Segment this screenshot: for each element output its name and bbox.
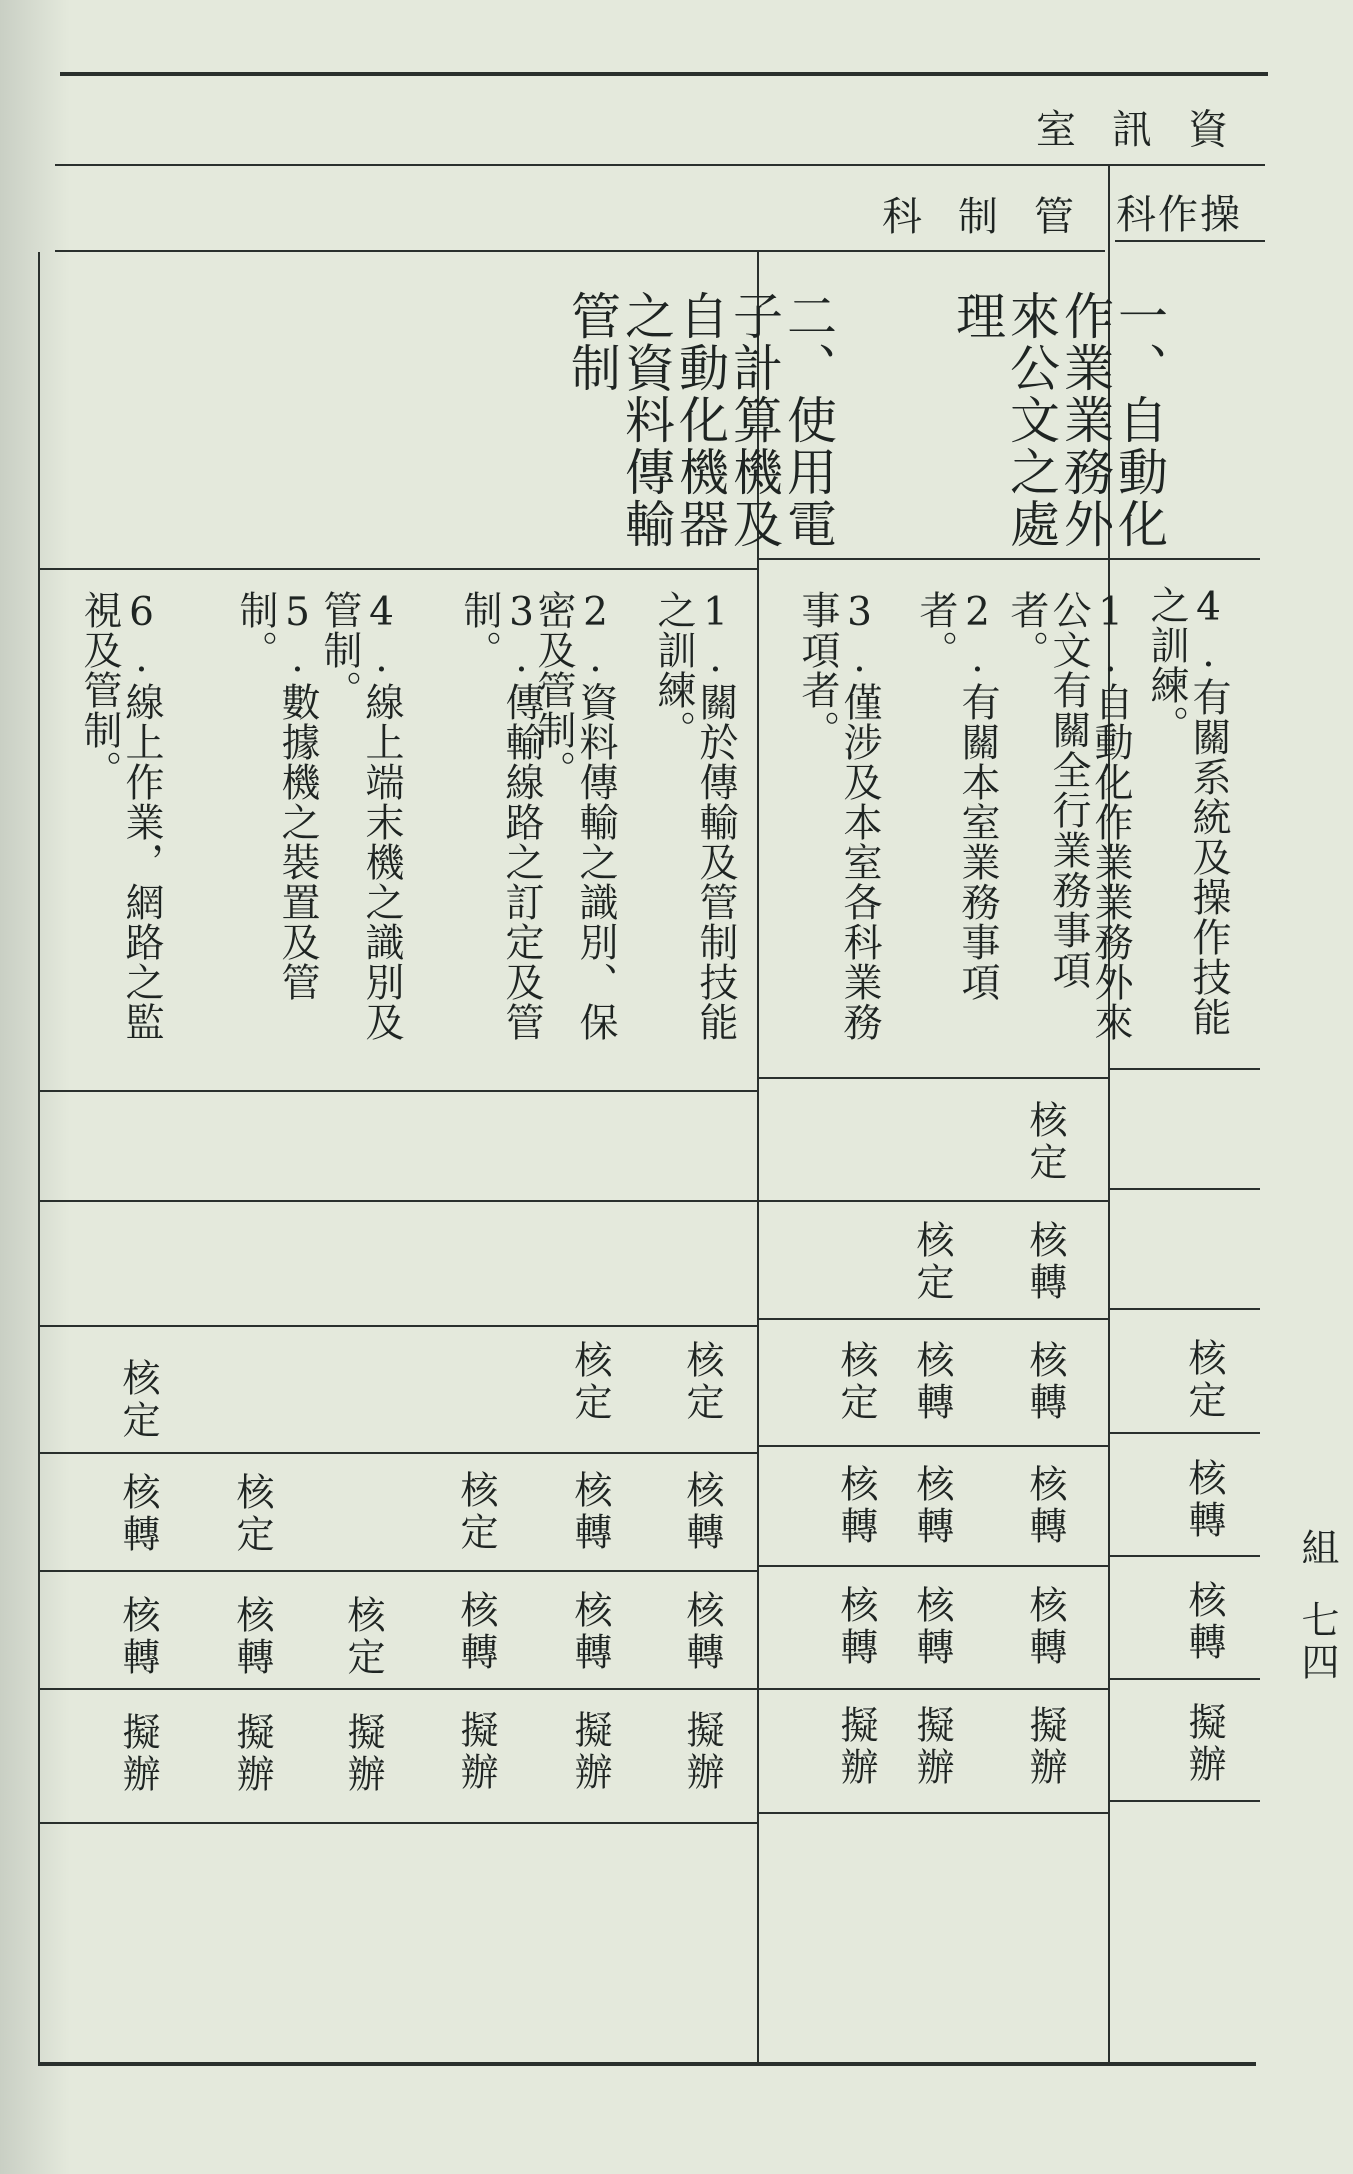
row-rule xyxy=(1110,1432,1260,1434)
approve-mark: 核定 xyxy=(1182,1338,1226,1422)
category-2-title: 二、使用電子計算機及自動化機器之資料傳輸管制 xyxy=(563,290,837,550)
draft-mark: 擬辦 xyxy=(910,1705,954,1789)
left-border xyxy=(38,252,40,2064)
row-rule xyxy=(1110,1308,1260,1310)
row-rule xyxy=(40,1452,757,1454)
forward-mark: 核轉 xyxy=(910,1340,954,1424)
forward-mark: 核轉 xyxy=(910,1585,954,1669)
cat1-item-3: 3.僅涉及本室各科業務事項者。 xyxy=(795,590,882,1042)
row-rule xyxy=(40,1090,757,1092)
forward-mark: 核轉 xyxy=(568,1590,612,1674)
cat1-item-2: 2.有關本室業務事項者。 xyxy=(913,590,1000,1002)
forward-mark: 核轉 xyxy=(680,1590,724,1674)
draft-mark: 擬辦 xyxy=(1023,1705,1067,1789)
section-rule-operation xyxy=(1115,240,1265,242)
draft-mark: 擬辦 xyxy=(341,1712,385,1796)
row-rule xyxy=(1110,1678,1260,1680)
forward-mark: 核轉 xyxy=(116,1472,160,1556)
forward-mark: 核轉 xyxy=(1023,1340,1067,1424)
forward-mark: 核轉 xyxy=(454,1590,498,1674)
category-1-title: 一、自動化作業業務外來公文之處理 xyxy=(948,290,1168,550)
row-rule xyxy=(40,568,757,570)
forward-mark: 核轉 xyxy=(1023,1464,1067,1548)
row-rule xyxy=(1110,1188,1260,1190)
cat2-item-4: 4.線上端末機之識別及管制。 xyxy=(317,590,404,1042)
row-rule xyxy=(40,1570,757,1572)
approve-mark: 核定 xyxy=(230,1472,274,1556)
bottom-rule xyxy=(38,2062,1256,2066)
cat2-item-5: 5.數據機之裝置及管制。 xyxy=(233,590,320,1002)
cat2-item-1: 1.關於傳輸及管制技能之訓練。 xyxy=(651,590,738,1042)
approve-mark: 核定 xyxy=(680,1340,724,1424)
section-management-header: 管制科 xyxy=(882,194,1110,240)
approve-mark: 核定 xyxy=(454,1470,498,1554)
row-rule xyxy=(40,1688,757,1690)
top-rule xyxy=(60,72,1268,76)
forward-mark: 核轉 xyxy=(1182,1580,1226,1664)
row-rule xyxy=(759,1688,1108,1690)
section-rule xyxy=(55,250,1105,252)
draft-mark: 擬辦 xyxy=(680,1710,724,1794)
approve-mark: 核定 xyxy=(116,1358,160,1442)
approve-mark: 核定 xyxy=(910,1220,954,1304)
row-rule xyxy=(759,1200,1108,1202)
row-rule xyxy=(1110,1555,1260,1557)
forward-mark: 核轉 xyxy=(230,1595,274,1679)
row-rule xyxy=(40,1325,757,1327)
cat2-item-2: 2.資料傳輸之識別、保密及管制。 xyxy=(531,590,618,1042)
draft-mark: 擬辦 xyxy=(116,1712,160,1796)
header-rule xyxy=(55,164,1265,166)
row-rule xyxy=(40,1200,757,1202)
approve-mark: 核定 xyxy=(568,1340,612,1424)
forward-mark: 核轉 xyxy=(116,1595,160,1679)
draft-mark: 擬辦 xyxy=(834,1705,878,1789)
draft-mark: 擬辦 xyxy=(568,1710,612,1794)
forward-mark: 核轉 xyxy=(1023,1220,1067,1304)
row-rule xyxy=(759,1077,1108,1079)
row-rule xyxy=(759,1565,1108,1567)
forward-mark: 核轉 xyxy=(834,1585,878,1669)
row-rule xyxy=(1110,558,1260,560)
group-label: 組 xyxy=(1295,1528,1339,1566)
approve-mark: 核定 xyxy=(1023,1100,1067,1184)
row-rule xyxy=(40,1822,757,1824)
section-operation-header: 操作科 xyxy=(1116,192,1242,238)
row-rule xyxy=(759,1318,1108,1320)
draft-mark: 擬辦 xyxy=(454,1710,498,1794)
forward-mark: 核轉 xyxy=(910,1464,954,1548)
forward-mark: 核轉 xyxy=(834,1464,878,1548)
forward-mark: 核轉 xyxy=(680,1470,724,1554)
page-edge-shadow xyxy=(0,0,70,2174)
forward-mark: 核轉 xyxy=(1023,1585,1067,1669)
approve-mark: 核定 xyxy=(834,1340,878,1424)
row-rule xyxy=(759,1812,1108,1814)
row-rule xyxy=(1110,1068,1260,1070)
operation-item-4: 4.有關系統及操作技能之訓練。 xyxy=(1144,585,1231,1037)
forward-mark: 核轉 xyxy=(1182,1458,1226,1542)
cat2-item-6: 6.線上作業，網路之監視及管制。 xyxy=(77,590,164,1042)
approve-mark: 核定 xyxy=(341,1595,385,1679)
cat2-item-3: 3.傳輸線路之訂定及管制。 xyxy=(457,590,544,1042)
forward-mark: 核轉 xyxy=(568,1470,612,1554)
cat1-item-1: 1.自動化作業業務外來公文有關全行業務事項者。 xyxy=(1004,590,1133,1042)
draft-mark: 擬辦 xyxy=(1182,1702,1226,1786)
draft-mark: 擬辦 xyxy=(230,1712,274,1796)
office-title: 資訊室 xyxy=(1036,107,1264,153)
page-number: 七四 xyxy=(1295,1600,1339,1684)
row-rule xyxy=(759,1445,1108,1447)
row-rule xyxy=(1110,1800,1260,1802)
